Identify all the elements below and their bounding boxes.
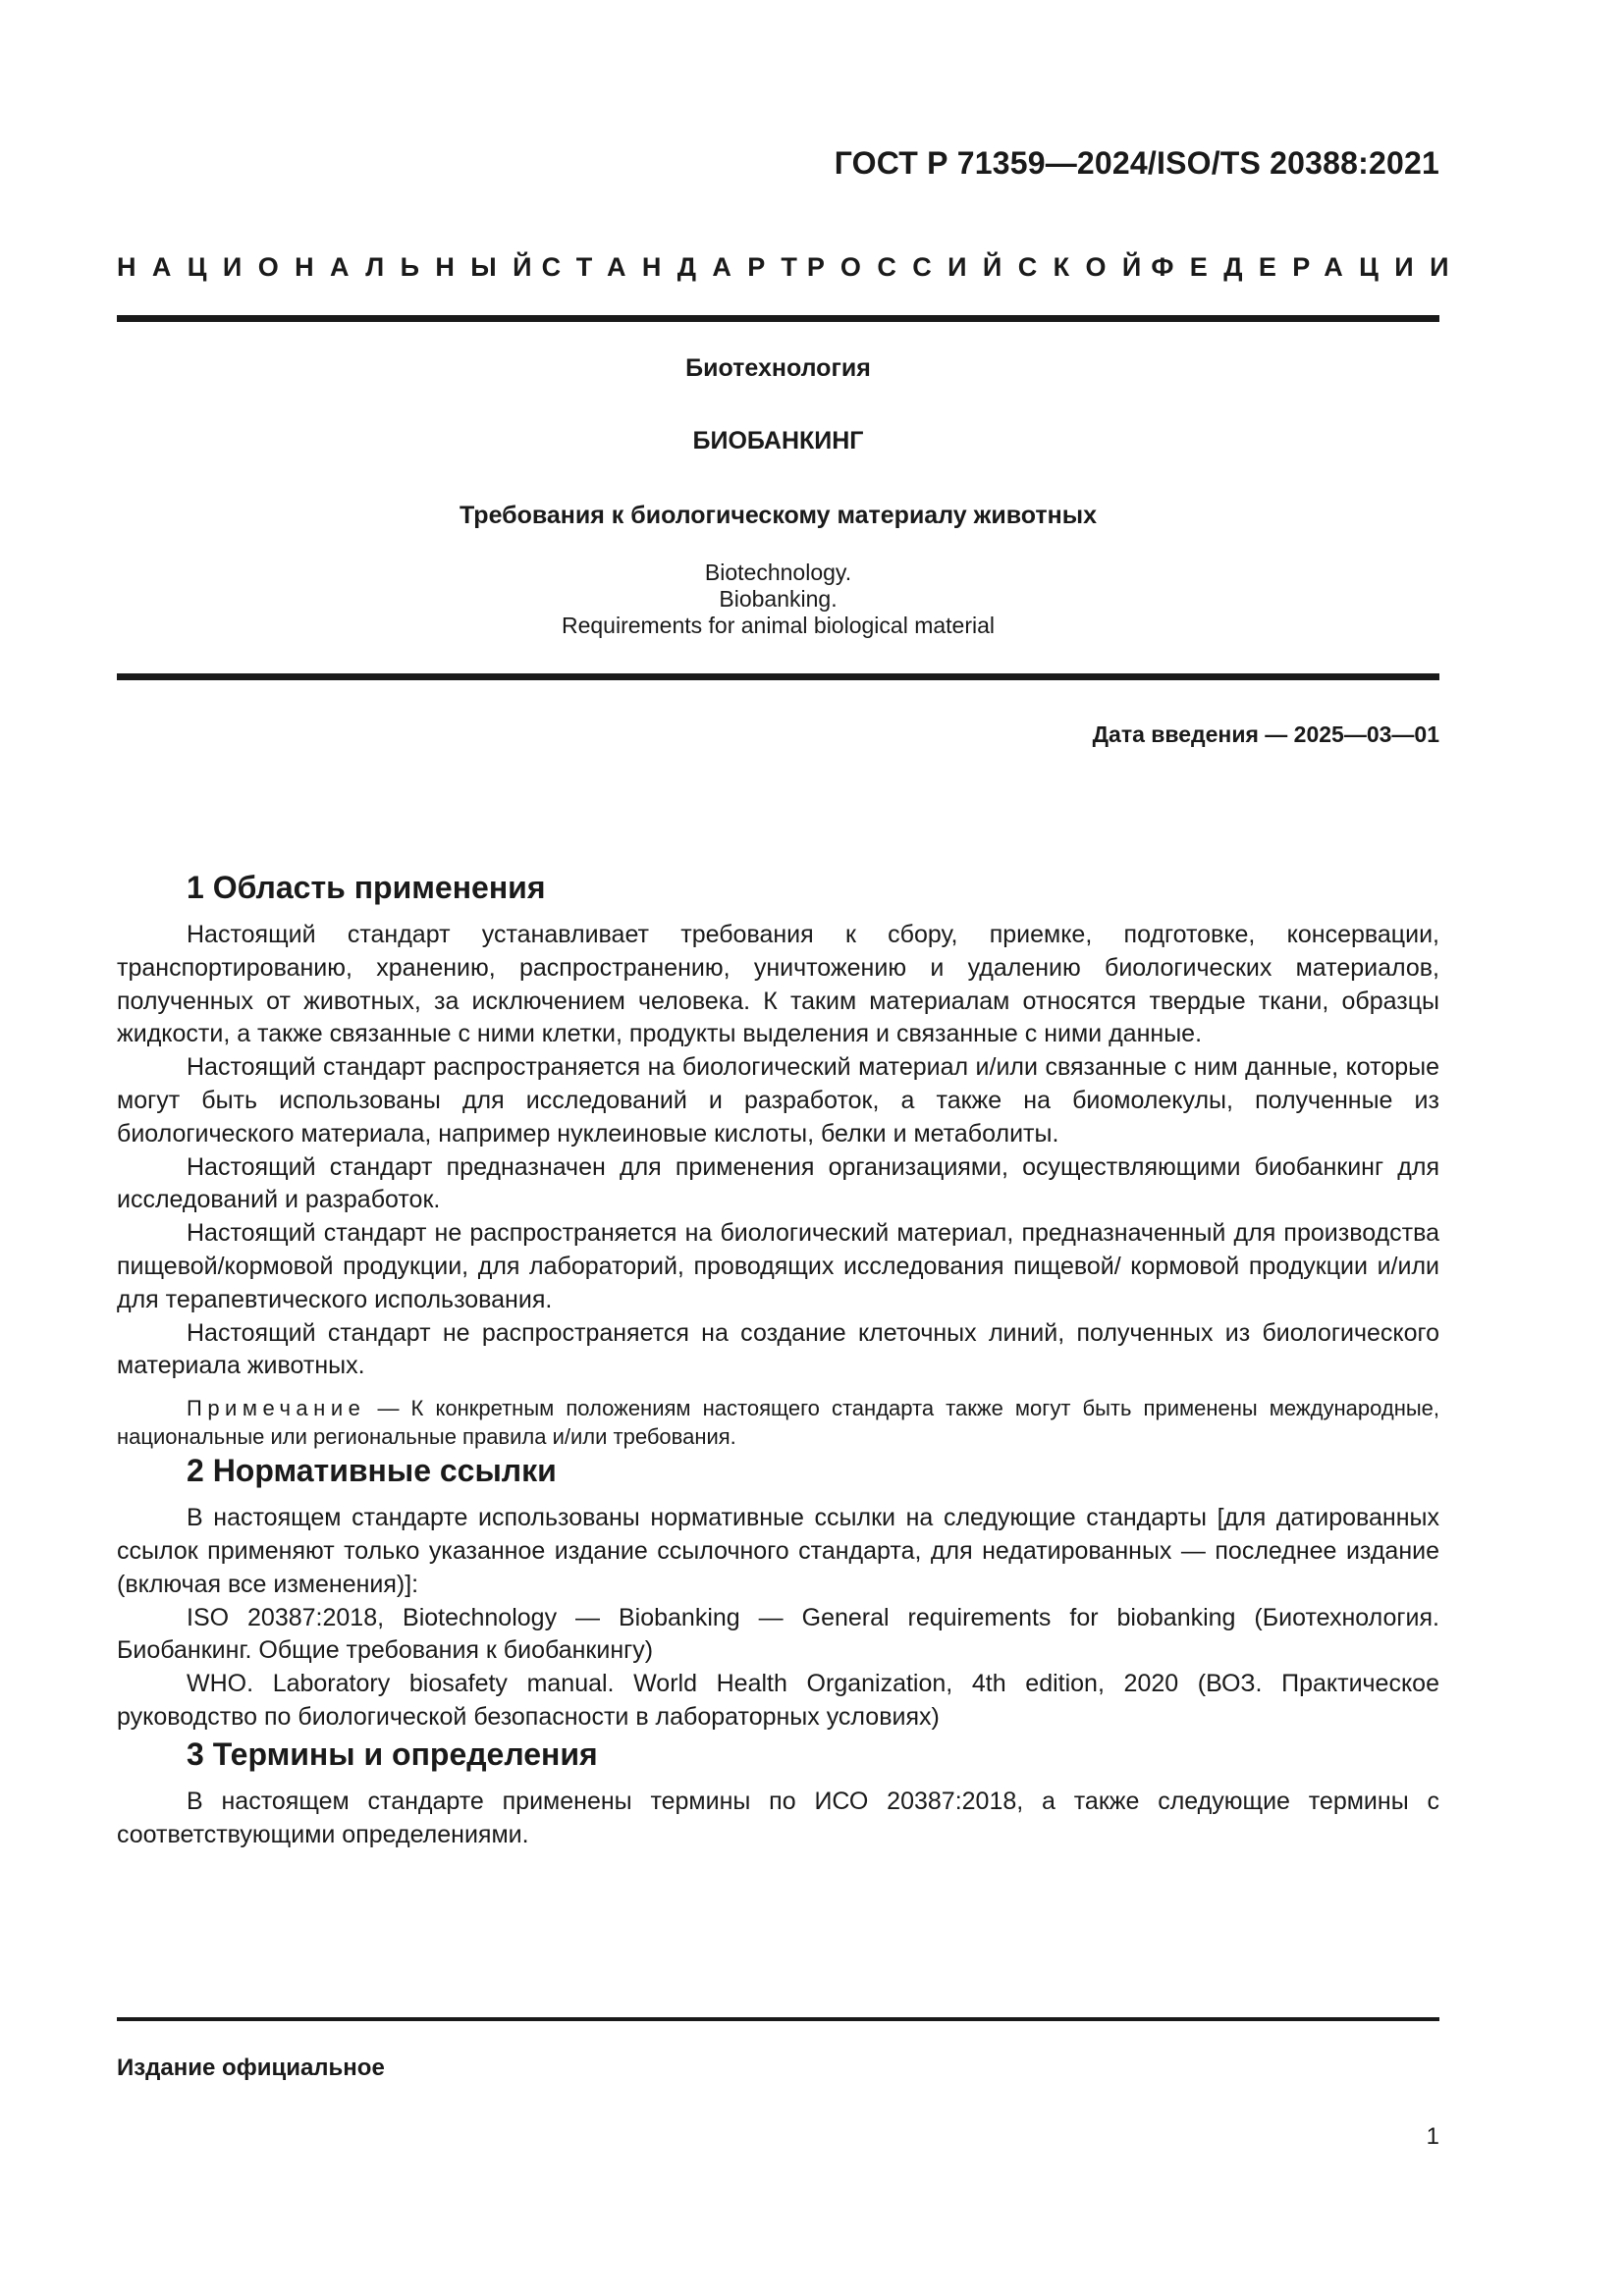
banner-word: ФЕДЕРАЦИИ bbox=[1151, 252, 1465, 282]
section-2-content bbox=[117, 1502, 1439, 1735]
paragraph: Настоящий стандарт предназначен для применения организациями, осуществляющими биобанкинг для исследований и разработок. bbox=[117, 1152, 1439, 1214]
paragraph: Настоящий стандарт не распространяется на биологический материал, предназначенный для производства пищевой/кормовой продукции, для лабораторий, проводящих исследования пищевой/ кормовой продукции и/или для терапевтического использования. bbox=[117, 1219, 1439, 1313]
reference-item: WHO. Laboratory biosafety manual. World Health Organization, 4th edition, 2020 (ВОЗ. Практическое руководство по биологической безопасности в лабораторных условиях) bbox=[117, 1670, 1439, 1731]
reference-item: ISO 20387:2018, Biotechnology — Biobanking — General requirements for biobanking (Биотехнология. Биобанкинг. Общие требования к биобанкингу) bbox=[117, 1603, 1439, 1665]
paragraph: Настоящий стандарт устанавливает требования к сбору, приемке, подготовке, консервации, транспортированию, хранению, распространению, уничтожению и удалению биологических материалов, полученных от животных, за исключением человека. К таким материалам относятся твердые ткани, образцы жидкости, а также связанные с ними клетки, продукты выделения и связанные с ними данные. bbox=[117, 921, 1439, 1048]
note-text: — К конкретным положениям настоящего стандарта также могут быть применены международные, национальные или региональные правила и/или требования. bbox=[117, 1396, 1439, 1449]
section-1-heading: 1 Область применения bbox=[187, 870, 546, 905]
note bbox=[117, 1395, 1439, 1451]
title-block bbox=[117, 353, 1439, 639]
title-divider bbox=[117, 673, 1439, 680]
banner-word: НАЦИОНАЛЬНЫЙ bbox=[117, 252, 548, 282]
paragraph: Настоящий стандарт распространяется на биологический материал и/или связанные с ним данные, которые могут быть использованы для исследований и разработок, а также на биомолекулы, полученные из биологического материала, например нуклеиновые кислоты, белки и метаболиты. bbox=[117, 1053, 1439, 1148]
english-title-line: Requirements for animal biological material bbox=[561, 613, 996, 638]
standard-number: ГОСТ Р 71359—2024/ISO/TS 20388:2021 bbox=[834, 145, 1439, 181]
top-divider bbox=[117, 315, 1439, 322]
section-2-heading: 2 Нормативные ссылки bbox=[187, 1453, 557, 1489]
section-3-content bbox=[117, 1786, 1439, 1852]
english-title-line: Biobanking. bbox=[719, 586, 838, 612]
title-field: Биотехнология bbox=[685, 354, 871, 382]
national-standard-banner bbox=[117, 252, 1465, 283]
paragraph: В настоящем стандарте использованы нормативные ссылки на следующие стандарты [для датированных ссылок применяют только указанное издание ссылочного стандарта, для недатированных — последнее издание (включая все изменения)]: bbox=[117, 1504, 1439, 1598]
title-subject: БИОБАНКИНГ bbox=[692, 427, 864, 454]
official-edition-label: Издание официальное bbox=[117, 2055, 385, 2081]
page-number: 1 bbox=[1426, 2123, 1439, 2150]
introduction-date: Дата введения — 2025—03—01 bbox=[1092, 721, 1439, 747]
footer-divider bbox=[117, 2017, 1439, 2021]
paragraph: Настоящий стандарт не распространяется на создание клеточных линий, полученных из биологического материала животных. bbox=[117, 1318, 1439, 1380]
banner-word: СТАНДАРТ bbox=[541, 252, 814, 282]
english-title-line: Biotechnology. bbox=[704, 560, 852, 585]
title-requirements: Требования к биологическому материалу животных bbox=[459, 502, 1097, 529]
note-label: Примечание bbox=[187, 1396, 366, 1421]
document-page bbox=[117, 0, 1465, 2296]
section-1-content bbox=[117, 919, 1439, 1451]
document-body bbox=[117, 868, 1439, 1851]
paragraph: В настоящем стандарте применены термины по ИСО 20387:2018, а также следующие термины с соответствующими определениями. bbox=[117, 1787, 1439, 1848]
section-3-heading: 3 Термины и определения bbox=[187, 1735, 598, 1772]
english-title bbox=[117, 560, 1439, 639]
banner-word: РОССИЙСКОЙ bbox=[806, 252, 1158, 282]
